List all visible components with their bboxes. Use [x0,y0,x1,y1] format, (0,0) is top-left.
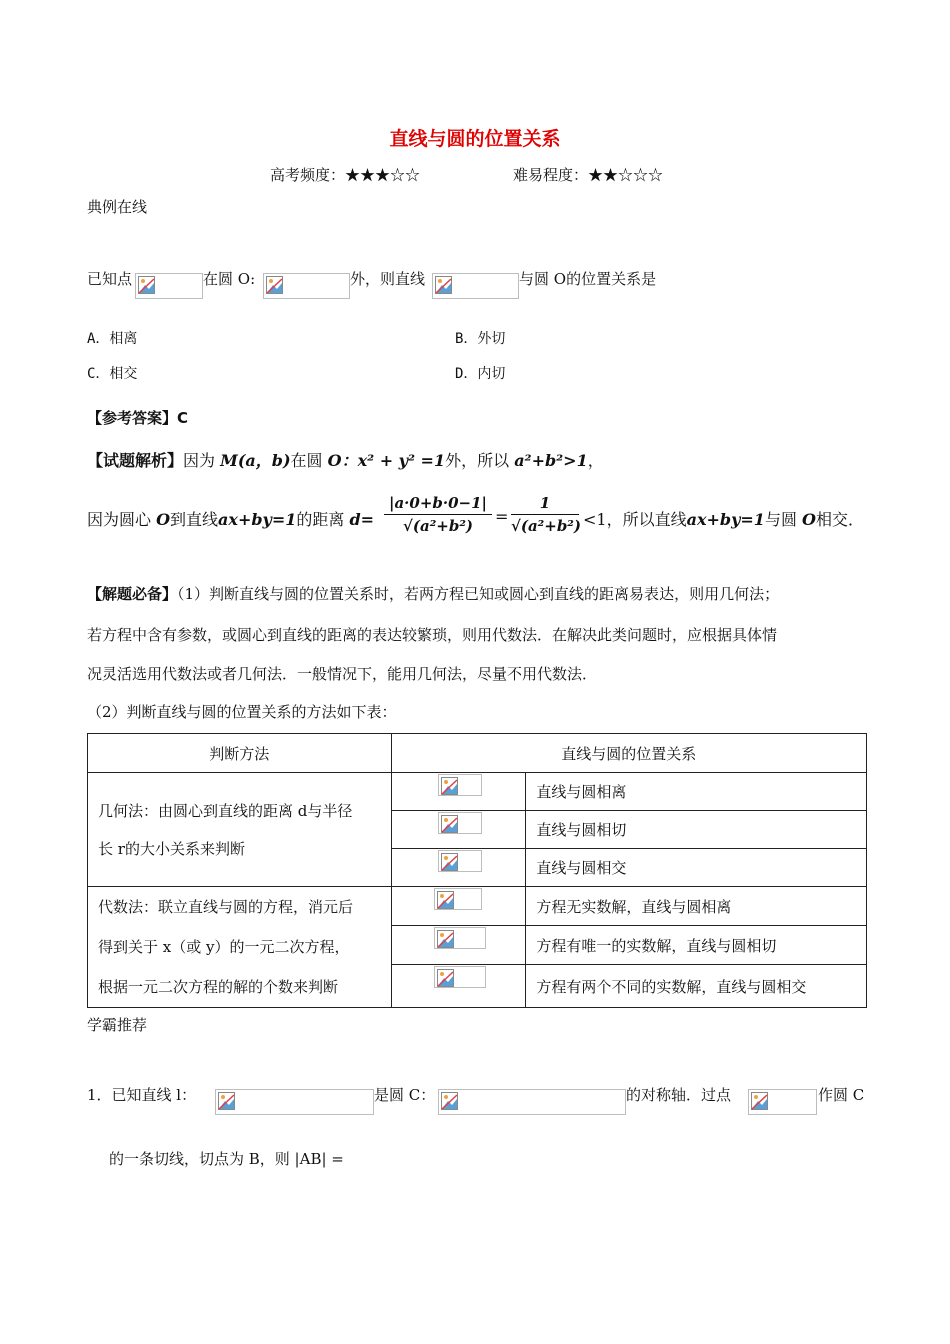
analysis-text: 外，所以 [445,451,515,470]
table-header-relation: 直线与圆的位置关系 [391,734,866,773]
exercise-1-text-4: 作圆 C [818,1086,865,1104]
math-circle: O： [327,451,358,470]
section-recommend-heading: 学霸推荐 [87,1016,148,1034]
math-symbol: O [802,510,816,529]
math-line-equation: ax+by=1 [218,510,297,529]
analysis-text: 相交． [815,510,864,529]
option-a: A．相离 [87,331,138,347]
question-text-4: 与圆 O的位置关系是 [519,270,657,288]
tips-line-1 [87,583,779,604]
broken-image-icon [266,276,283,294]
broken-image-icon [437,930,454,948]
formula-image [748,1089,817,1115]
broken-image-icon [441,1092,458,1110]
tips-line-2: 若方程中含有参数，或圆心到直线的距离的表达较繁琐，则用代数法．在解决此类问题时，应根据具体情 [87,626,778,644]
question-text-1: 已知点 [87,270,133,288]
method-text: 长 r的大小关系来判断 [98,839,245,858]
formula-image [438,1089,626,1115]
math-symbol: d= [349,510,375,529]
broken-image-icon [218,1092,235,1110]
relation-cell: 方程无实数解，直线与圆相离 [526,887,867,926]
analysis-text: ， [587,451,604,470]
distance-fraction [384,494,492,535]
analysis-text: 到直线 [170,510,219,529]
analysis-line-2a [87,507,374,530]
formula-image [215,1089,374,1115]
table-row [88,773,867,811]
tips-line-3: 况灵活选用代数法或者几何法．一般情况下，能用几何法，尽量不用代数法． [87,665,598,683]
fraction-numerator: 1 [511,494,579,515]
broken-image-icon [441,815,458,833]
tips-line-4: （2）判断直线与圆的位置关系的方法如下表： [87,703,397,721]
formula-image [432,273,519,299]
formula-image [438,774,482,796]
formula-cell [391,965,526,1008]
section-example-heading: 典例在线 [87,198,148,216]
formula-image [135,273,203,299]
analysis-text: 的距离 [296,510,350,529]
method-text: 得到关于 x（或 y）的一元二次方程， [98,938,350,956]
reduced-fraction [511,494,579,535]
relation-cell: 方程有唯一的实数解，直线与圆相切 [526,926,867,965]
answer-line [87,407,188,428]
question-text-3: 外，则直线 [350,270,426,288]
broken-image-icon [437,891,454,909]
math-line-equation: ax+by=1 [686,510,765,529]
option-d: D．内切 [455,366,506,382]
equals-sign: = [495,507,509,526]
math-symbol: O [156,510,171,529]
exercise-1-text-2: 是圆 C： [374,1086,436,1104]
formula-cell [391,926,526,965]
tips-text: （1）判断直线与圆的位置关系时，若两方程已知或圆心到直线的距离易表达，则用几何法； [177,585,780,603]
formula-cell [391,887,526,926]
broken-image-icon [751,1092,768,1110]
table-header-method: 判断方法 [88,734,392,773]
option-b: B．外切 [455,331,506,347]
answer-label: 【参考答案】 [87,409,178,427]
analysis-text: 因为圆心 [87,510,157,529]
formula-image [434,927,486,949]
exercise-1-text-5: 的一条切线，切点为 B，则 |AB| = [109,1150,344,1168]
method-text: 几何法：由圆心到直线的距离 d与半径 [98,801,353,820]
fraction-denominator: √(a²+b²) [403,517,473,535]
analysis-text: 在圆 [290,451,328,470]
option-c: C．相交 [87,366,138,382]
relation-cell: 直线与圆相交 [526,849,867,887]
formula-image [434,888,482,910]
exercise-1-text-1: 1．已知直线 l： [87,1086,197,1104]
broken-image-icon [441,777,458,795]
analysis-text: <1，所以直线 [583,510,687,529]
formula-image [438,812,482,834]
relation-cell: 方程有两个不同的实数解，直线与圆相交 [526,965,867,1008]
analysis-label: 【试题解析】 [87,451,184,470]
table-row [88,887,867,926]
methods-table [87,733,867,1008]
fraction-denominator: √(a²+b²) [511,517,581,535]
broken-image-icon [435,276,452,294]
answer-value: C [177,409,189,427]
exercise-1-text-3: 的对称轴．过点 [626,1086,732,1104]
formula-image [438,850,482,872]
math-inequality: a²+b²>1 [514,451,588,470]
geometric-method-cell [88,773,392,887]
question-text-2: 在圆 O: [203,270,256,288]
analysis-line-1 [87,448,604,471]
formula-cell [391,849,526,887]
broken-image-icon [138,276,155,294]
math-equation: x² + y² =1 [357,451,446,470]
analysis-text: 与圆 [764,510,803,529]
broken-image-icon [441,853,458,871]
tips-label: 【解题必备】 [87,585,178,603]
frequency-rating: 高考频度：★★★☆☆ [270,166,421,184]
analysis-line-2b [583,507,864,530]
relation-cell: 直线与圆相切 [526,811,867,849]
formula-image [434,966,486,988]
formula-image [263,273,350,299]
difficulty-rating: 难易程度：★★☆☆☆ [513,166,664,184]
method-text: 根据一元二次方程的解的个数来判断 [98,978,339,996]
fraction-numerator: |a·0+b·0−1| [384,494,492,515]
algebraic-method-cell [88,887,392,1008]
table-header-row [88,734,867,773]
page-title: 直线与圆的位置关系 [389,128,561,150]
relation-cell: 直线与圆相离 [526,773,867,811]
method-text: 代数法：联立直线与圆的方程，消元后 [98,898,354,916]
formula-cell [391,773,526,811]
analysis-text: 因为 [183,451,221,470]
math-point: M(a，b) [220,451,291,470]
broken-image-icon [437,969,454,987]
formula-cell [391,811,526,849]
